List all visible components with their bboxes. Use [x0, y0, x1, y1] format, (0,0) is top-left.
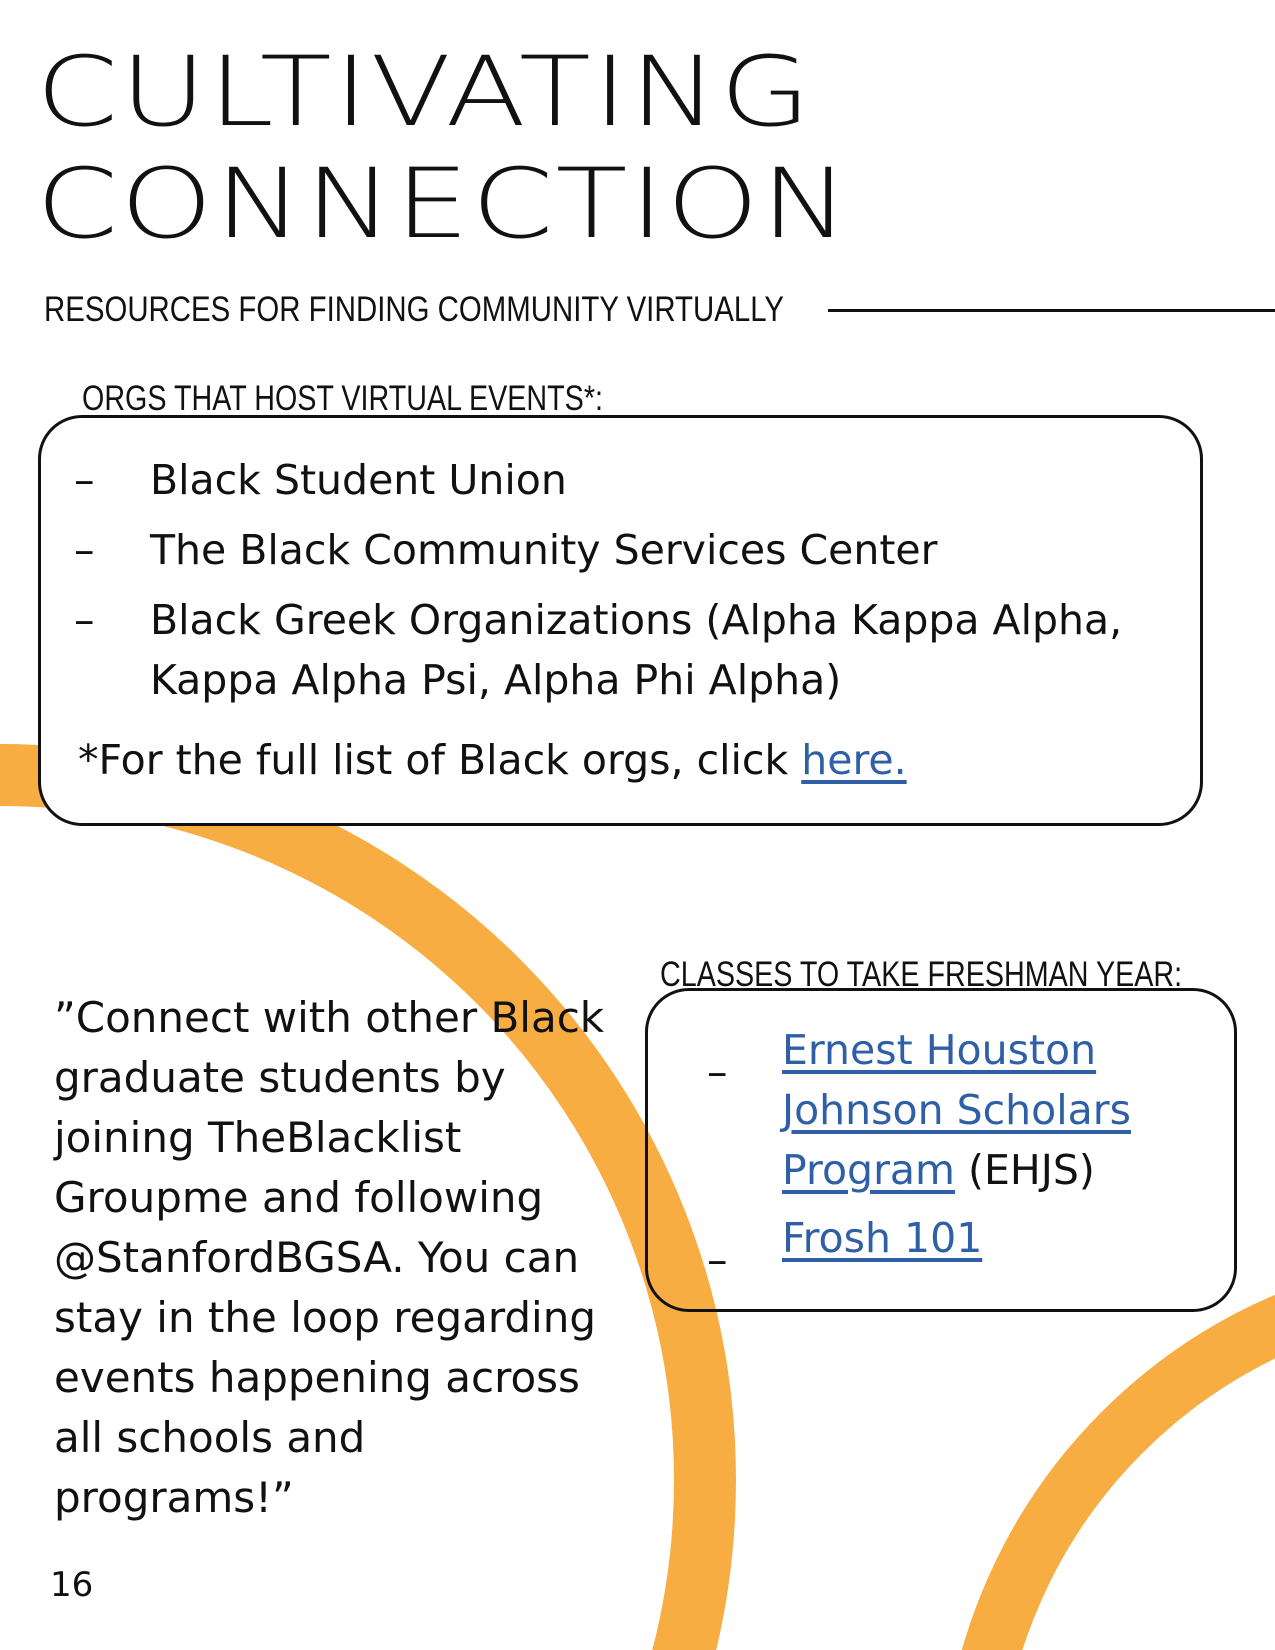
quote-text: ”Connect with other Black graduate students by joining TheBlacklist Groupme and following @StanfordBGSA. You can stay in the loop regarding events happening across all schools and programs!” [54, 993, 605, 1522]
dash-bullet: – [707, 1048, 728, 1096]
class-entry [782, 1020, 1235, 1200]
subtitle-rule [828, 309, 1275, 312]
dash-bullet: – [74, 456, 95, 504]
page-number: 16 [50, 1565, 94, 1605]
list-item [645, 1208, 1235, 1284]
dash-bullet: – [74, 596, 95, 644]
ehjs-program-link[interactable]: Ernest Houston Johnson Scholars Program [782, 1026, 1131, 1194]
dash-bullet: – [74, 526, 95, 574]
classes-section-label: CLASSES TO TAKE FRESHMAN YEAR: [660, 955, 1183, 994]
classes-list [645, 1020, 1235, 1284]
list-item [645, 1020, 1235, 1200]
orgs-section-label: ORGS THAT HOST VIRTUAL EVENTS*: [82, 379, 603, 418]
page-title-line-2: CONNECTION [36, 148, 852, 261]
orgs-list [38, 450, 1198, 720]
list-item [38, 450, 1198, 510]
orgs-footnote [78, 736, 907, 784]
list-item [38, 520, 1198, 580]
org-name: Black Greek Organizations (Alpha Kappa Alpha, Kappa Alpha Psi, Alpha Phi Alpha) [150, 596, 1123, 704]
frosh-101-link[interactable]: Frosh 101 [782, 1214, 983, 1262]
org-name: Black Student Union [150, 456, 567, 504]
page-title-line-1: CULTIVATING [36, 36, 813, 149]
org-name: The Black Community Services Center [150, 526, 938, 574]
class-entry [782, 1208, 1235, 1268]
full-orgs-list-link[interactable]: here. [801, 736, 907, 784]
dash-bullet: – [707, 1236, 728, 1284]
list-item [38, 590, 1198, 710]
class-suffix: (EHJS) [955, 1146, 1095, 1194]
orange-arc-small [970, 1280, 1275, 1650]
footnote-text: *For the full list of Black orgs, click [78, 736, 802, 784]
page-subtitle: RESOURCES FOR FINDING COMMUNITY VIRTUALLY [44, 290, 784, 329]
